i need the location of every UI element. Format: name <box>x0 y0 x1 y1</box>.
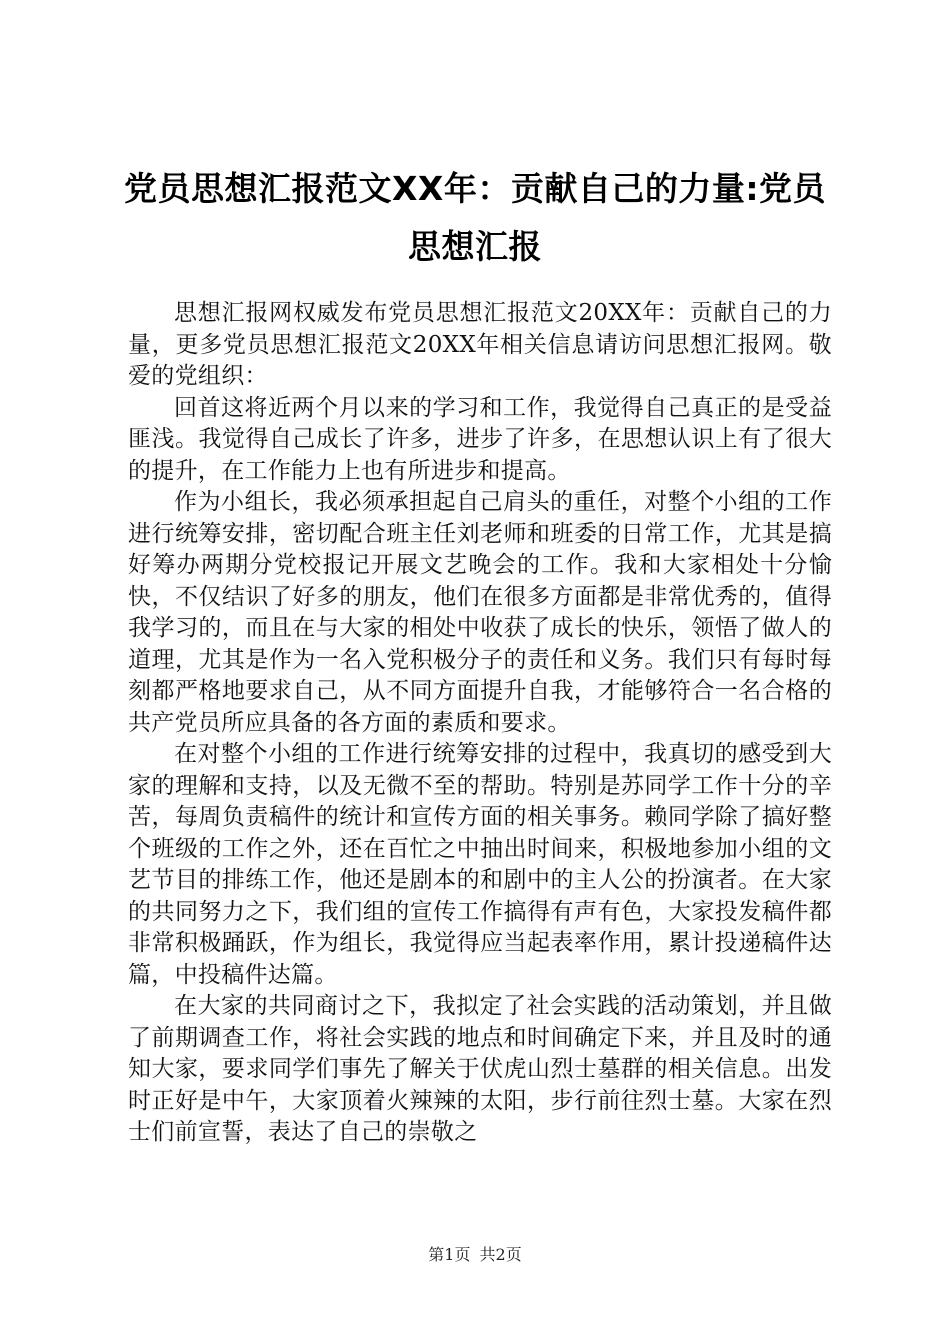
paragraph-2: 回首这将近两个月以来的学习和工作，我觉得自己真正的是受益匪浅。我觉得自己成长了许多，进步了许多，在思想认识上有了很大的提升，在工作能力上也有所进步和提高。 <box>128 394 832 484</box>
paragraph-5: 在大家的共同商讨之下，我拟定了社会实践的活动策划，并且做了前期调查工作，将社会实践的地点和时间确定下来，并且及时的通知大家，要求同学们事先了解关于伏虎山烈士墓群的相关信息。出发时正好是中午，大家顶着火辣辣的太阳，步行前往烈士墓。大家在烈士们前宣誓，表达了自己的崇敬之 <box>128 993 832 1145</box>
document-title: 党员思想汇报范文XX年：贡献自己的力量:党员思想汇报 <box>123 169 827 266</box>
paragraph-3: 作为小组长，我必须承担起自己肩头的重任，对整个小组的工作进行统筹安排，密切配合班主任刘老师和班委的日常工作，尤其是搞好筹办两期分党校报记开展文艺晚会的工作。我和大家相处十分愉快，不仅结识了好多的朋友，他们在很多方面都是非常优秀的，值得我学习的，而且在与大家的相处中收获了成长的快乐，领悟了做人的道理，尤其是作为一名入党积极分子的责任和义务。我们只有每时每刻都严格地要求自己，从不同方面提升自我，才能够符合一名合格的共产党员所应具备的各方面的素质和要求。 <box>128 489 832 736</box>
page-number: 第1页 <box>428 1245 471 1264</box>
page-total: 共2页 <box>479 1245 522 1264</box>
page-footer <box>0 1242 950 1265</box>
paragraph-1: 思想汇报网权威发布党员思想汇报范文20XX年：贡献自己的力量，更多党员思想汇报范文20XX年相关信息请访问思想汇报网。敬爱的党组织： <box>128 300 832 389</box>
document-body <box>128 298 832 1149</box>
paragraph-4: 在对整个小组的工作进行统筹安排的过程中，我真切的感受到大家的理解和支持，以及无微不至的帮助。特别是苏同学工作十分的辛苦，每周负责稿件的统计和宣传方面的相关事务。赖同学除了搞好整个班级的工作之外，还在百忙之中抽出时间来，积极地参加小组的文艺节目的排练工作，他还是剧本的和剧中的主人公的扮演者。在大家的共同努力之下，我们组的宣传工作搞得有声有色，大家投发稿件都非常积极踊跃，作为组长，我觉得应当起表率作用，累计投递稿件达篇，中投稿件达篇。 <box>128 741 832 988</box>
